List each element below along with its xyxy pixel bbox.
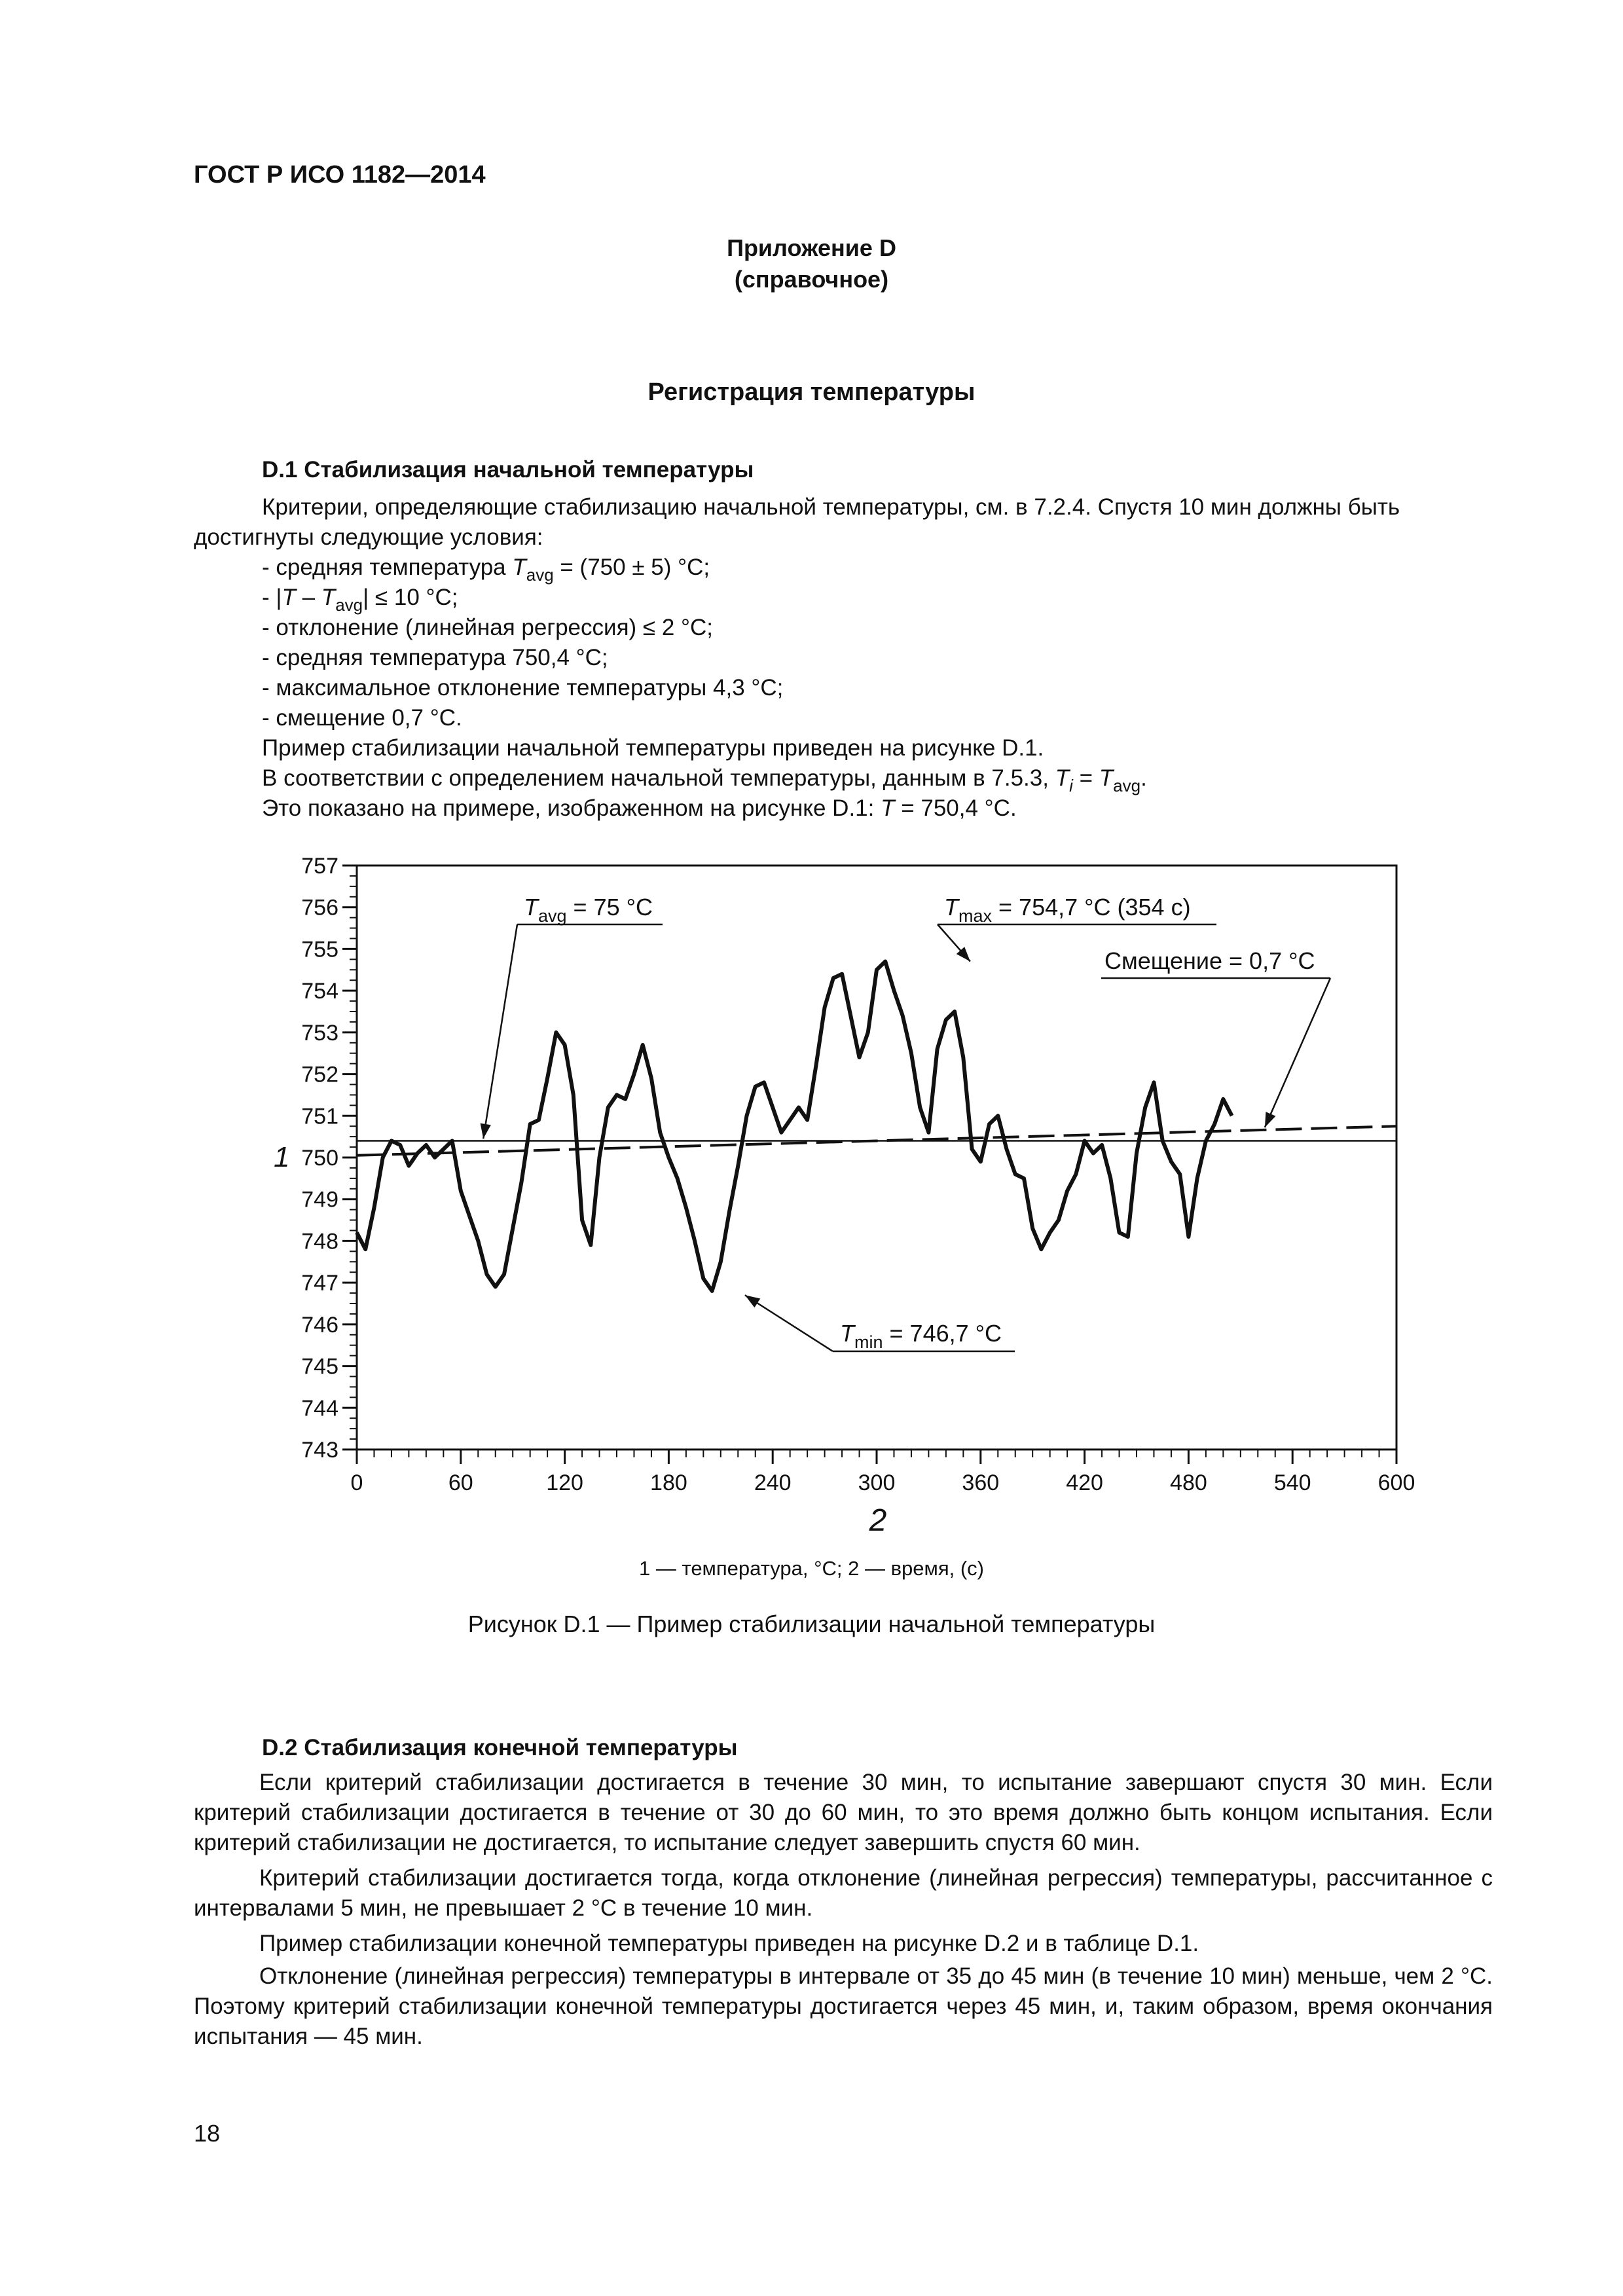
annotation-label: $T_{avg} = 75$ °C — [524, 894, 653, 926]
y-tick-label: 755 — [301, 937, 338, 962]
x-tick-label: 360 — [962, 1470, 1000, 1495]
y-tick-label: 750 — [301, 1146, 338, 1171]
y-tick-label: 744 — [301, 1396, 338, 1421]
y-tick-label: 751 — [301, 1104, 338, 1129]
d1-intro-line1: Критерии, определяющие стабилизацию начальной температуры, см. в 7.2.4. Спустя 10 мин должны быть — [262, 494, 1400, 520]
chart-annotation — [1101, 947, 1330, 1127]
figure-legend: 1 — температура, °C; 2 — время, (с) — [639, 1557, 984, 1580]
x-tick-label: 420 — [1066, 1470, 1103, 1495]
annex-status: (справочное) — [734, 266, 889, 293]
x-tick-label: 600 — [1377, 1470, 1415, 1495]
page-number: 18 — [194, 2120, 221, 2147]
x-tick-label: 60 — [448, 1470, 473, 1495]
d2-paragraph-4: Отклонение (линейная регрессия) температуры в интервале от 35 до 45 мин (в течение 10 мин) меньше, чем 2 °C. Поэтому критерий стабилизации конечной температуры достигается через 45 мин, и, таким образом, время окончания испытания — 45 мин. — [194, 1963, 1493, 2049]
annex-title: Приложение D — [727, 234, 896, 261]
condition-item-2: - $|T - T_{avg}| \le 10$ °C; — [262, 585, 458, 615]
y-tick-label: 745 — [301, 1354, 338, 1379]
x-tick-label: 240 — [754, 1470, 792, 1495]
y-tick-label: 747 — [301, 1271, 338, 1296]
annotation-label: $T_{max} = 754,7$ °C (354 с) — [944, 894, 1191, 926]
d1-shown-text: Это показано на примере, изображенном на рисунке D.1: T = 750,4 °C. — [262, 795, 1017, 821]
annotation-arrowhead — [481, 1123, 491, 1139]
d2-paragraph-2: Критерий стабилизации достигается тогда, когда отклонение (линейная регрессия) температуры, рассчитанное с интервалами 5 мин, не превышает 2 °C в течение 10 мин. — [194, 1865, 1493, 1921]
y-tick-label: 749 — [301, 1187, 338, 1212]
annotation-arrowhead — [1265, 1112, 1276, 1127]
d1-accordance-text: В соответствии с определением начальной температуры, данным в 7.5.3, $T_i = T_{avg}$. — [262, 765, 1147, 795]
y-tick-label: 752 — [301, 1062, 338, 1087]
y-tick-label: 757 — [301, 854, 338, 879]
x-tick-label: 180 — [650, 1470, 687, 1495]
condition-item-1: - средняя температура $T_{avg} = (750 \pm 5)$ °C; — [262, 555, 710, 585]
x-axis-label: 2 — [869, 1503, 887, 1538]
x-tick-label: 0 — [350, 1470, 363, 1495]
d2-heading: D.2 Стабилизация конечной температуры — [262, 1735, 738, 1760]
figure-caption: Рисунок D.1 — Пример стабилизации начальной температуры — [467, 1611, 1156, 1637]
annotation-label: $T_{min} = 746,7$ °C — [840, 1320, 1002, 1352]
condition-item-3: - отклонение (линейная регрессия) ≤ 2 °C; — [262, 615, 714, 640]
y-tick-label: 753 — [301, 1020, 338, 1046]
d1-intro-line2: достигнуты следующие условия: — [194, 524, 543, 550]
d2-paragraph-3: Пример стабилизации конечной температуры приведен на рисунке D.2 и в таблице D.1. — [259, 1931, 1199, 1956]
x-tick-label: 300 — [858, 1470, 896, 1495]
x-tick-label: 120 — [546, 1470, 583, 1495]
section-title: Регистрация температуры — [647, 378, 976, 406]
annotation-leader — [483, 924, 517, 1139]
annotation-leader — [745, 1295, 833, 1351]
annotation-arrowhead — [745, 1295, 760, 1307]
y-tick-label: 748 — [301, 1229, 338, 1254]
chart-annotation — [745, 1295, 1015, 1352]
condition-item-4: - средняя температура 750,4 °C; — [262, 645, 608, 670]
condition-item-5: - максимальное отклонение температуры 4,3 °C; — [262, 675, 784, 701]
d2-paragraph-1: Если критерий стабилизации достигается в течение 30 мин, то испытание завершают спустя 30 мин. Если критерий стабилизации достигается в течение от 30 до 60 мин, то это время должно быть концом испытания. Если критерий стабилизации не достигается, то испытание следует завершить спустя 60 мин. — [194, 1770, 1493, 1855]
y-tick-label: 746 — [301, 1312, 338, 1338]
y-tick-label: 743 — [301, 1438, 338, 1463]
y-tick-label: 756 — [301, 895, 338, 920]
x-tick-label: 540 — [1273, 1470, 1311, 1495]
chart-annotation — [481, 894, 663, 1139]
d1-heading: D.1 Стабилизация начальной температуры — [262, 457, 754, 483]
annotation-label: Смещение = 0,7 °C — [1104, 947, 1315, 974]
y-tick-label: 754 — [301, 979, 338, 1004]
standard-header: ГОСТ Р ИСО 1182—2014 — [194, 161, 486, 189]
annotation-leader — [1265, 978, 1330, 1127]
x-tick-label: 480 — [1170, 1470, 1207, 1495]
condition-item-6: - смещение 0,7 °C. — [262, 705, 462, 731]
d1-example-text: Пример стабилизации начальной температуры приведен на рисунке D.1. — [262, 735, 1044, 761]
y-axis-label: 1 — [274, 1141, 290, 1173]
